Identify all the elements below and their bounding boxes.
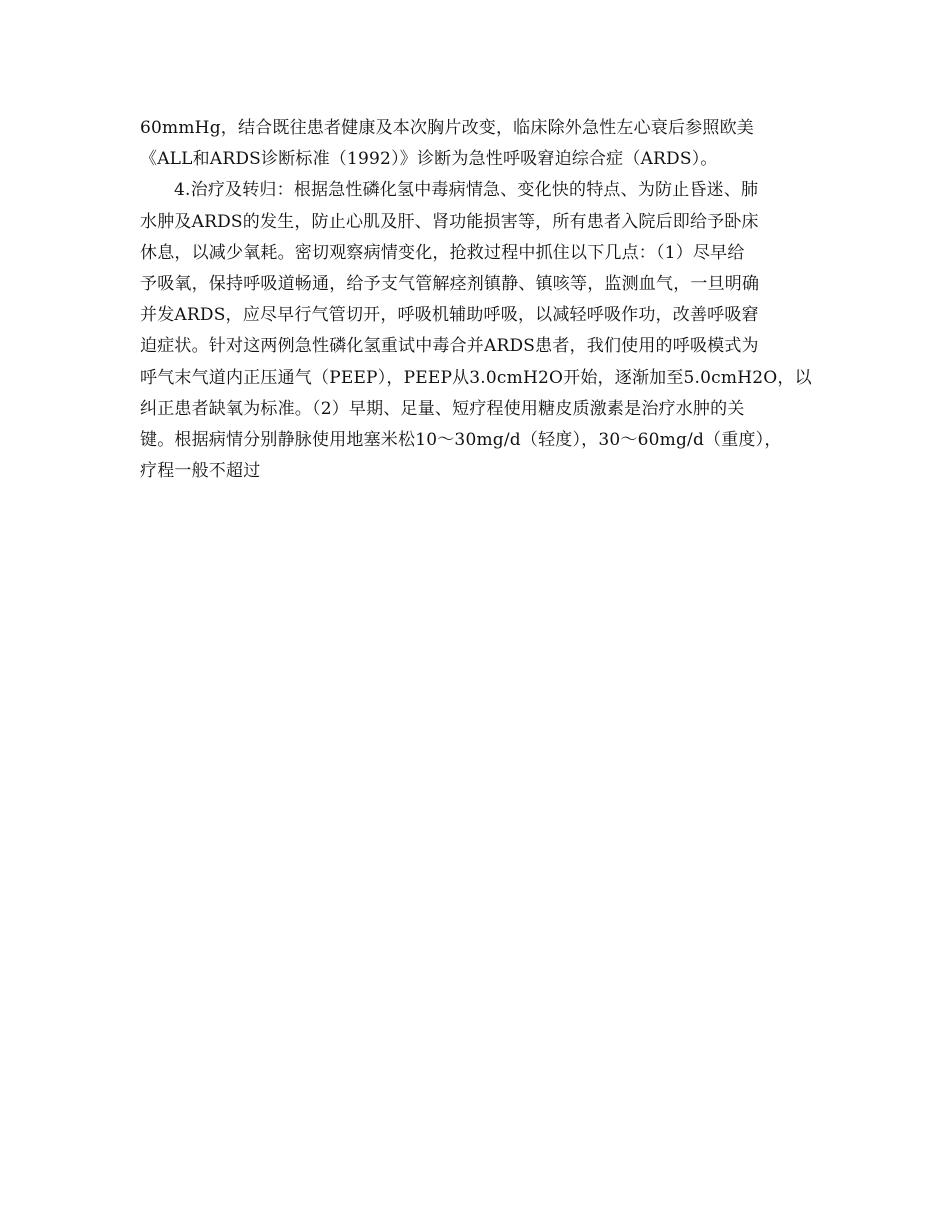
text-line: 疗程一般不超过 [140, 461, 261, 482]
text-line: 60mmHg，结合既往患者健康及本次胸片改变，临床除外急性左心衰后参照欧美 [140, 118, 754, 138]
text-line: 呼气末气道内正压通气（PEEP），PEEP从3.0cmH2O开始，逐渐加至5.0cmH2O，以 [140, 367, 812, 388]
text-line: 迫症状。针对这两例急性磷化氢重试中毒合并ARDS患者，我们使用的呼吸模式为 [140, 336, 759, 357]
text-line: 水肿及ARDS的发生，防止心肌及肝、肾功能损害等，所有患者入院后即给予卧床 [140, 211, 759, 232]
text-line: 休息，以减少氧耗。密切观察病情变化，抢救过程中抓住以下几点：（1）尽早给 [140, 242, 745, 263]
text-line: 纠正患者缺氧为标准。（2）早期、足量、短疗程使用糖皮质激素是治疗水肿的关 [140, 398, 745, 419]
text-line: 《ALL和ARDS诊断标准（1992）》诊断为急性呼吸窘迫综合症（ARDS）。 [140, 149, 718, 170]
text-line: 予吸氧，保持呼吸道畅通，给予支气管解痉剂镇静、镇咳等，监测血气，一旦明确 [140, 273, 760, 294]
paragraph-start-line: 4.治疗及转归：根据急性磷化氢中毒病情急、变化快的特点、为防止昏迷、肺 [174, 180, 759, 201]
body-text [140, 113, 820, 487]
text-line: 键。根据病情分别静脉使用地塞米松10～30mg/d（轻度），30～60mg/d（重度）， [140, 429, 782, 450]
text-line: 并发ARDS，应尽早行气管切开，呼吸机辅助呼吸，以减轻呼吸作功，改善呼吸窘 [140, 305, 759, 326]
